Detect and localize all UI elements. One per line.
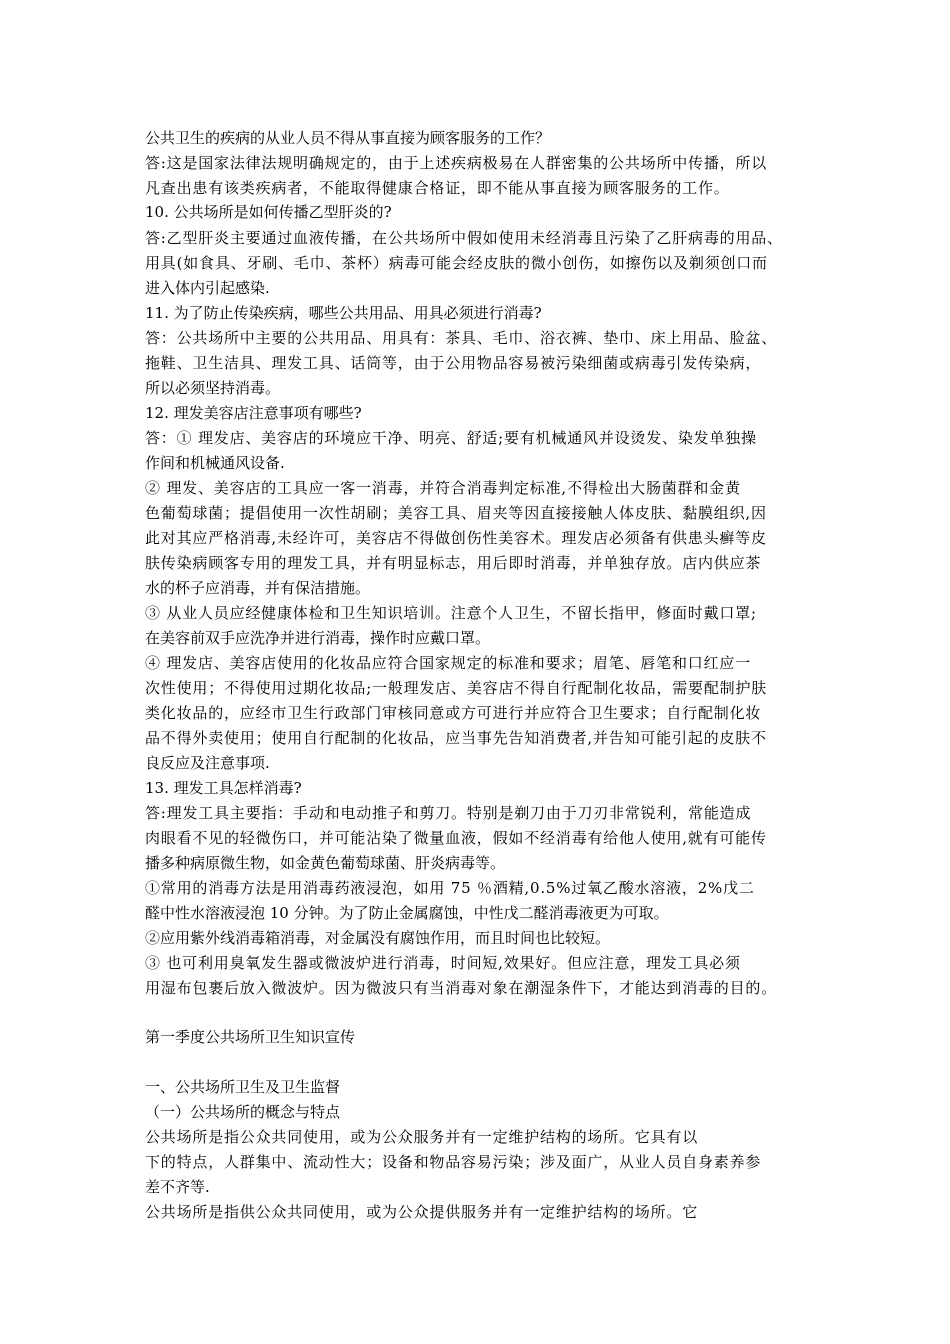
text-line: 用湿布包裹后放入微波炉。因为微波只有当消毒对象在潮湿条件下，才能达到消毒的目的。 — [145, 979, 778, 997]
section-title: 第一季度公共场所卫生知识宣传 — [145, 1028, 356, 1046]
text-line: 用具(如食具、牙刷、毛巾、茶杯）病毒可能会经皮肤的微小创伤，如擦伤以及剃须创口而 — [145, 254, 768, 272]
text-line: ①常用的消毒方法是用消毒药液浸泡，如用 75 ％酒精,0.5%过氧乙酸水溶液，2%戊二 — [145, 879, 755, 897]
text-line: 色葡萄球菌；提倡使用一次性胡刷；美容工具、眉夹等因直接接触人体皮肤、黏膜组织,因 — [145, 504, 767, 522]
text-line: 良反应及注意事项. — [145, 754, 270, 772]
text-line: 次性使用；不得使用过期化妆品;一般理发店、美容店不得自行配制化妆品，需要配制护肤 — [145, 679, 768, 697]
text-line: 肤传染病顾客专用的理发工具，并有明显标志，用后即时消毒，并单独存放。店内供应茶 — [145, 554, 762, 572]
text-line: 公共卫生的疾病的从业人员不得从事直接为顾客服务的工作？ — [145, 129, 551, 147]
text-line: 答:这是国家法律法规明确规定的，由于上述疾病极易在人群密集的公共场所中传播，所以 — [145, 154, 768, 172]
text-line: 13. 理发工具怎样消毒? — [145, 779, 302, 797]
text-line: 醛中性水溶液浸泡 10 分钟。为了防止金属腐蚀，中性戊二醛消毒液更为可取。 — [145, 904, 669, 922]
text-line: 肉眼看不见的轻微伤口，并可能沾染了微量血液，假如不经消毒有给他人使用,就有可能传 — [145, 829, 767, 847]
text-line: ④ 理发店、美容店使用的化妆品应符合国家规定的标准和要求；眉笔、唇笔和口红应一 — [145, 654, 751, 672]
text-line: 下的特点，人群集中、流动性大；设备和物品容易污染；涉及面广，从业人员自身素养参 — [145, 1153, 762, 1171]
section-heading: 一、公共场所卫生及卫生监督 — [145, 1078, 341, 1096]
text-line: ③ 也可利用臭氧发生器或微波炉进行消毒，时间短,效果好。但应注意，理发工具必须 — [145, 954, 741, 972]
text-line: 答：公共场所中主要的公共用品、用具有：茶具、毛巾、浴衣裤、垫巾、床上用品、脸盆、 — [145, 329, 778, 347]
text-line: 12. 理发美容店注意事项有哪些? — [145, 404, 362, 422]
text-line: 所以必须坚持消毒。 — [145, 379, 281, 397]
text-line: 类化妆品的，应经市卫生行政部门审核同意或方可进行并应符合卫生要求；自行配制化妆 — [145, 704, 762, 722]
text-line: 差不齐等. — [145, 1178, 210, 1196]
text-line: 在美容前双手应洗净并进行消毒，操作时应戴口罩。 — [145, 629, 491, 647]
text-line: ③ 从业人员应经健康体检和卫生知识培训。注意个人卫生，不留长指甲，修面时戴口罩; — [145, 604, 757, 622]
text-line: 进入体内引起感染. — [145, 279, 270, 297]
text-line: 作间和机械通风设备. — [145, 454, 285, 472]
text-line: 水的杯子应消毒，并有保洁措施。 — [145, 579, 371, 597]
text-line: ②应用紫外线消毒箱消毒，对金属没有腐蚀作用，而且时间也比较短。 — [145, 929, 611, 947]
text-line: 播多种病原微生物，如金黄色葡萄球菌、肝炎病毒等。 — [145, 854, 506, 872]
subsection-heading: （一）公共场所的概念与特点 — [145, 1103, 341, 1121]
text-line: 答：① 理发店、美容店的环境应干净、明亮、舒适;要有机械通风并设烫发、染发单独操 — [145, 429, 757, 447]
text-line: 公共场所是指供公众共同使用，或为公众提供服务并有一定维护结构的场所。它 — [145, 1203, 699, 1221]
text-line: 10. 公共场所是如何传播乙型肝炎的? — [145, 203, 392, 221]
text-line: 拖鞋、卫生洁具、理发工具、话筒等，由于公用物品容易被污染细菌或病毒引发传染病， — [145, 354, 762, 372]
text-line: 公共场所是指公众共同使用，或为公众服务并有一定维护结构的场所。它具有以 — [145, 1128, 699, 1146]
text-line: 此对其应严格消毒,未经许可，美容店不得做创伤性美容术。理发店必须备有供患头癣等皮 — [145, 529, 767, 547]
text-line: 品不得外卖使用；使用自行配制的化妆品，应当事先告知消费者,并告知可能引起的皮肤不 — [145, 729, 767, 747]
text-line: 11. 为了防止传染疾病，哪些公共用品、用具必须进行消毒? — [145, 304, 542, 322]
text-line: 答:理发工具主要指：手动和电动推子和剪刀。特别是剃刀由于刀刃非常锐利，常能造成 — [145, 804, 752, 822]
text-line: 答:乙型肝炎主要通过血液传播，在公共场所中假如使用未经消毒且污染了乙肝病毒的用品、 — [145, 229, 783, 247]
text-line: ② 理发、美容店的工具应一客一消毒，并符合消毒判定标准,不得检出大肠菌群和金黄 — [145, 479, 741, 497]
text-line: 凡查出患有该类疾病者，不能取得健康合格证，即不能从事直接为顾客服务的工作。 — [145, 179, 730, 197]
